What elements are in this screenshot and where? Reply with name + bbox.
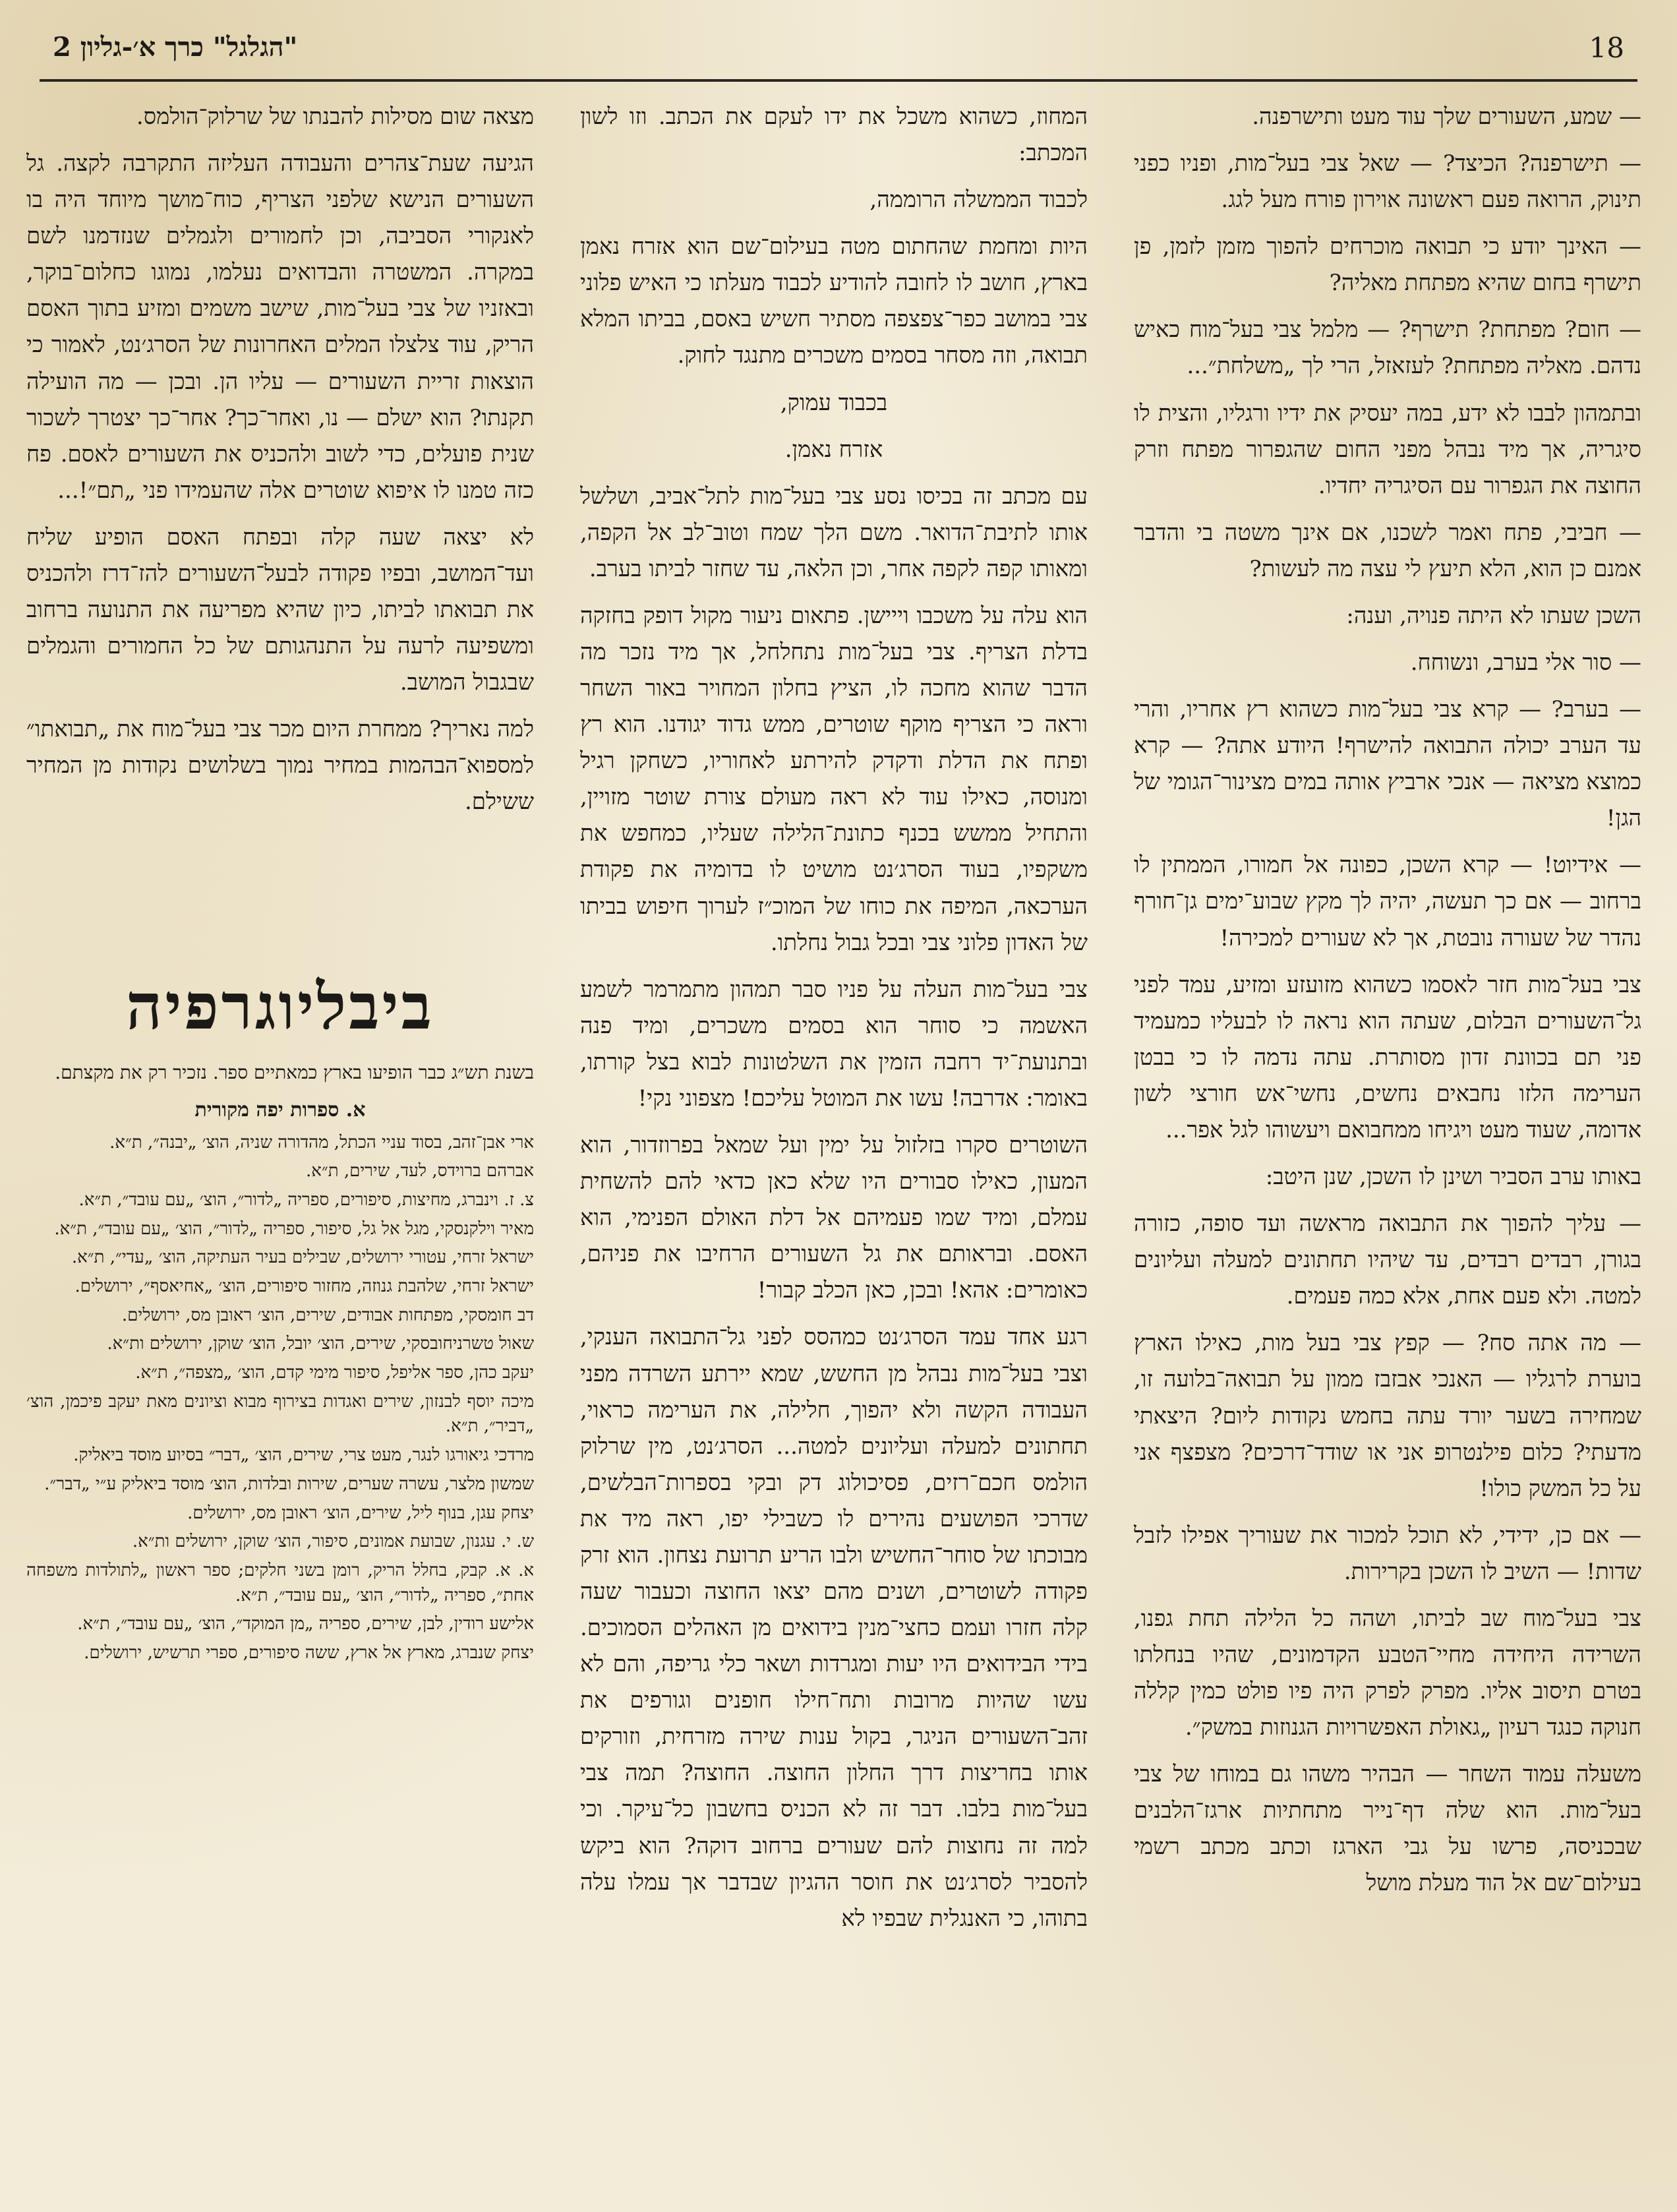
paragraph: — שמע, השעורים שלך עוד מעט ותישרפנה. <box>1252 104 1641 130</box>
letter-salutation: לכבוד הממשלה הרוממה, <box>869 187 1088 214</box>
paragraph: — האינך יודע כי תבואה מוכרחים להפוך מזמן לזמן, פן תישרף בחום שהיא מפתחת מאליה? <box>1134 233 1641 297</box>
bibliography-entry: ישראל זרחי, עטורי ירושלים, שבילים בעיר העתיקה, הוצ׳ „עדי״, ת״א. <box>71 1247 534 1268</box>
page-header <box>40 26 1637 82</box>
bibliography-entry: ארי אבן־זהב, בסוד עניי הכתל, מהדורה שניה, הוצ׳ „יבנה״, ת״א. <box>109 1132 534 1152</box>
paragraph: לא יצאה שעה קלה ובפתח האסם הופיע שליח ועד־המושב, ובפיו פקודה לבעל־השעורים להז־דרז ולהכניס את תבואתו לביתו, כיון שהיא מפריעה את התנועה ברחוב ומשפיעה לרעה על התנהגותם של כל החמורים והגמלים שבגבול המושב. <box>26 523 534 696</box>
bibliography-entry: דב חומסקי, מפתחות אבודים, שירים, הוצ׳ ראובן מס, ירושלים. <box>121 1305 534 1325</box>
paragraph: — אם כן, ידידי, לא תוכל למכור את שעוריך אפילו לזבל שדות! — השיב לו השכן בקרירות. <box>1134 1522 1641 1585</box>
bibliography-heading: ביבליוגרפיה <box>126 969 434 1044</box>
paragraph: צבי בעל־מות חזר לאסמו כשהוא מזועזע ומזיע, עמד לפני גל־השעורים הבלום, שעתה הוא נראה לו לבעליו כמעמיד פני תם בכוונת זדון מסותרת. עתה נדמה לו כי בבטן הערימה הלזו נחבאים נחשים, נחשי־אש חורצי לשון אדומה, שעוד מעט ויגיחו ממחבואם ויעשוהו לגל אפר... <box>1134 971 1641 1143</box>
bibliography-entry: מרדכי גיאורגו לנגר, מעט צרי, שירים, הוצ׳ „דבר״ בסיוע מוסד ביאליק. <box>73 1445 534 1466</box>
paragraph: הוא עלה על משכבו וייישן. פתאום ניעור מקול דופק בחזקה בדלת הצריף. צבי בעל־מות נתחלחל, אך מיד נזכר מה הדבר שהוא מחכה לו, הציץ בחלון המחויר באור השחר וראה כי הצריף מוקף שוטרים, ממש גדוד יגודנו. הוא רץ ופתח את הדלת ודקדק להירתע לאחוריו, כשחקן רגיל ומנוסה, כאילו עוד לא ראה מעולם צורת שוטר מזויין, והתחיל ממשש בכנף כתונת־הלילה שעליו, כמחפש את משקפיו, בעוד הסרג׳נט מושיט לו בדומיה את פקודת הערכאה, המיפה את כוחו של המוכ״ז לערוך חיפוש בביתו של האדון פלוני צבי ובכל גבול נחלתו. <box>580 602 1088 956</box>
paragraph: הגיעה שעת־צהרים והעבודה העליזה התקרבה לקצה. גל השעורים הנישא שלפני הצריף, כוח־מושך מיוחד היה בו לאנקורי הסביבה, וכן לחמורים ולגמלים שנזדמנו לשם במקרה. המשטרה והבדואים נעלמו, נמוגו כחלום־בוקר, ובאזניו של צבי בעל־מות, שישב משמים ומזיע בתוך האסם הריק, עוד צלצלו המלים האחרונות של הסרג׳נט, לאמור כי הוצאות זריית השעורים — עליו הן. ובכן — מה הועילה תקנתו? הוא ישלם — נו, ואחר־כך? אחר־כך יצטרך לשכור שנית פועלים, כדי לשוב ולהכניס את השעורים לאסם. פח כזה טמנו לו איפוא שוטרים אלה שהעמידו פני „תם״!... <box>26 150 534 504</box>
paragraph: — עליך להפוך את התבואה מראשה ועד סופה, כזורה בגורן, רבדים רבדים, עד שיהיו תחתונים למעלה ועליונים למטה. ולא פעם אחת, אלא כמה פעמים. <box>1134 1211 1641 1310</box>
paragraph: — מה אתה סח? — קפץ צבי בעל מות, כאילו הארץ בוערת לרגליו — האנכי אבזבז ממון על תבואה־בלועה זו, שמחירה בשער יורד עתה בחמש נקודות ליום? היצאתי מדעתי? כלום פילנטרופ אני או שודד־דרכים? מצפצף אני על כל המשק כולו! <box>1134 1330 1641 1502</box>
paragraph: משעלה עמוד השחר — הבהיר משהו גם במוחו של צבי בעל־מות. הוא שלה דף־נייר מתחתיות ארגז־הלבנים שבכניסה, פרשו על גבי הארגז וכתב מכתב רשמי בעילום־שם אל הוד מעלת מושל <box>1134 1761 1641 1897</box>
bibliography-entry: יצחק עגן, בנוף ליל, שירים, הוצ׳ ראובן מס, ירושלים. <box>187 1503 534 1523</box>
bibliography-intro: בשנת תש״ג כבר הופיעו בארץ כמאתיים ספר. נזכיר רק את מקצתם. <box>55 1061 534 1083</box>
letter-signature: אזרח נאמן. <box>784 436 883 463</box>
paragraph: ובתמהון לבבו לא ידע, במה יעסיק את ידיו ורגליו, והצית לו סיגריה, אך מיד נבהל מפני החום שהגפרור מפתח וזרק החוצה את הגפרור עם הסיגריה יחדיו. <box>1134 400 1641 499</box>
bibliography-entry: יצחק שנברג, מארץ אל ארץ, ששה סיפורים, ספרי תרשיש, ירושלים. <box>84 1642 534 1663</box>
paragraph: רגע אחד עמד הסרג׳נט כמהסס לפני גל־התבואה הענקי, וצבי בעל־מות נבהל מן החשש, שמא יירתע השרדה מפני העבודה הקשה ולא יהפוך, חלילה, את הערימה כראוי, תחתונים למעלה ועליונים למטה... הסרג׳נט, מין שרלוק הולמס חכם־רזים, פסיכולוג דק ובקי בספרות־הבלשים, שדרכי הפושעים נהירים לו כשבילי יפו, ראה מיד את מבוכתו של סוחר־החשיש ולבו הריע תרועת נצחון. הוא זרק פקודה לשוטרים, ושנים מהם יצאו החוצה וכעבור שעה קלה חזרו ועמם כחצי־מנין בידואים מן האהלים הסמוכים. בידי הבידואים היו יעות ומגרדות ושאר כלי גריפה, והם לא עשו שהיות מרובות ותח־חילו חופנים וגורפים את זהב־השעורים הניגר, בקול ענות שירה מזרחית, וזורקים אותו בחריצות דרך החלון החוצה. החוצה? תמה צבי בעל־מות בלבו. דבר זה לא הכניס בחשבון כל־עיקר. וכי למה זה נחוצות להם שעורים ברחוב דוקה? הוא ביקש להסביר לסרג׳נט את חוסר ההגיון שבדבר אך עמלו עלה בתוהו, כי האנגלית שבפיו לא <box>580 1324 1088 1932</box>
bibliography-section-title: א. ספרות יפה מקורית <box>194 1098 366 1121</box>
paragraph: — תישרפנה? הכיצד? — שאל צבי בעל־מות, ופניו כפני תינוק, הרואה פעם ראשונה אוירון פורח מעל לגג. <box>1134 150 1641 214</box>
bibliography-entry: צ. ז. וינברג, מחיצות, סיפורים, ספריה „לדור״, הוצ׳ „עם עובד״, ת״א. <box>78 1189 534 1210</box>
column-middle <box>580 99 1088 2196</box>
letter-sign-off: בכבוד עמוק, <box>780 389 888 416</box>
column-right <box>1134 99 1641 2196</box>
paragraph: השכן שעתו לא היתה פנויה, וענה: <box>1346 602 1641 629</box>
paragraph: צבי בעל־מוח שב לביתו, ושהה כל הלילה תחת גפנו, השרידה היחידה מחיי־הטבע הקדמונים, שהיו בנחלתו בטרם תיסוב אליו. מפרק לפרק היה פיו פולט כמין קללה חנוקה כנגד רעיון „גאולת האפשרויות הגנוזות במשק״. <box>1134 1605 1641 1741</box>
bibliography-entry: מאיר וילקנסקי, מגל אל גל, סיפור, ספריה „לדור״, הוצ׳ „עם עובד״, ת״א. <box>54 1218 534 1239</box>
bibliography-entry: יעקב כהן, ספר אליפל, סיפור מימי קדם, הוצ׳ „מצפה״, ת״א. <box>135 1363 534 1383</box>
letter-body: היות ומחמת שהחתום מטה בעילום־שם הוא אזרח נאמן בארץ, חושב לו לחובה להודיע לכבוד מעלתו כי האיש פלוני צבי במושב כפר־צפצפה מסתיר חשיש באסם, בביתו המלא תבואה, וזה מסחר בסמים משכרים מתנגד לחוק. <box>580 233 1088 369</box>
bibliography-entry: שאול טשרניחובסקי, שירים, הוצ׳ יובל, הוצ׳ שוקן, ירושלים ות״א. <box>107 1334 534 1354</box>
paragraph: — בערב? — קרא צבי בעל־מות כשהוא רץ אחריו, והרי עד הערב יכולה התבואה להישרף! היודע אתה? — קרא כמוצא מציאה — אנכי ארביץ אותה במים מצינור־הגומי של הגן! <box>1134 696 1641 832</box>
paragraph: עם מכתב זה בכיסו נסע צבי בעל־מות לתל־אביב, ושלשל אותו לתיבת־הדואר. משם הלך שמח וטוב־לב אל הקפה, ומאותו קפה לקפה אחר, וכן הלאה, עד שחזר לביתו בערב. <box>580 483 1088 582</box>
bibliography-entry: מיכה יוסף לבנזון, שירים ואגדות בצירוף מבוא וציונים מאת יעקב פיכמן, הוצ׳ „דביר״, ת״א. <box>26 1391 534 1437</box>
paragraph: צבי בעל־מות העלה על פניו סבר תמהון מתמרמר לשמע האשמה כי סוחר הוא בסמים משכרים, ומיד פנה ובתנועת־יד רחבה הזמין את השלטונות לבוא בצל קורתו, באומר: אדרבה! עשו את המוטל עליכם! מצפוני נקי! <box>580 976 1088 1112</box>
bibliography-section <box>26 969 534 2196</box>
bibliography-entry: אלישע רודין, לבן, שירים, ספריה „מן המוקד״, הוצ׳ „עם עובד״, ת״א. <box>77 1614 534 1634</box>
paragraph: למה נאריך? ממחרת היום מכר צבי בעל־מוח את „תבואתו״ למספוא־הבהמות במחיר נמוך בשלושים נקודות מן המחיר ששילם. <box>26 716 534 816</box>
running-title: "הגלגל" כרך א׳-גליון 2 <box>53 32 298 63</box>
paragraph: מצאה שום מסילות להבנתו של שרלוק־הולמס. <box>136 104 534 130</box>
paragraph: — חום? מפתחת? תישרף? — מלמל צבי בעל־מוח כאיש נדהם. מאליה מפתחת? לעזאזל, הרי לך „משלחת״... <box>1134 316 1641 380</box>
bibliography-entry: ישראל זרחי, שלהבת גנוזה, מחזור סיפורים, הוצ׳ „אחיאסף״, ירושלים. <box>74 1276 534 1297</box>
paragraph: השוטרים סקרו בזלזול על ימין ועל שמאל בפרוזדור, הוא המעון, כאילו סבורים היו שלא כאן כדאי להם להשחית עמלם, ומיד שמו פעמיהם אל דלת האולם הפנימי, הוא האסם. ובראותם את גל השעורים הרחיבו את פניהם, כאומרים: אהא! ובכן, כאן הכלב קבור! <box>580 1132 1088 1304</box>
bibliography-entry: ש. י. עגנון, שבועת אמונים, סיפור, הוצ׳ שוקן, ירושלים ות״א. <box>132 1532 534 1552</box>
paragraph: — חביבי, פתח ואמר לשכנו, אם אינך משטה בי והדבר אמנם כן הוא, הלא תיעץ לי עצה מה לעשות? <box>1134 519 1641 582</box>
paragraph: — אידיוט! — קרא השכן, כפונה אל חמורו, הממתין לו ברחוב — אם כך תעשה, יהיה לך מקץ שבוע־ימים גן־חורף נהדר של שעורה נובטת, אך לא שעורים למכירה! <box>1134 852 1641 951</box>
bibliography-entry: א. א. קבק, בחלל הריק, רומן בשני חלקים; ספר ראשון „לתולדות משפחה אחת״, ספריה „לדור״, הוצ׳ „עם עובד״, ת״א. <box>26 1560 534 1605</box>
paragraph: המחוז, כשהוא משכל את ידו לעקם את הכתב. וזו לשון המכתב: <box>580 104 1088 167</box>
page-number: 18 <box>1589 32 1624 64</box>
column-left <box>26 99 534 976</box>
bibliography-entry: שמשון מלצר, עשרה שערים, שירות ובלדות, הוצ׳ מוסד ביאליק ע״י „דבר״. <box>44 1474 534 1494</box>
bibliography-entry: אברהם ברוידס, לעד, שירים, ת״א. <box>305 1161 534 1181</box>
paragraph: — סור אלי בערב, ונשוחח. <box>1410 649 1641 676</box>
paragraph: באותו ערב הסביר ושינן לו השכן, שנן היטב: <box>1265 1164 1641 1191</box>
